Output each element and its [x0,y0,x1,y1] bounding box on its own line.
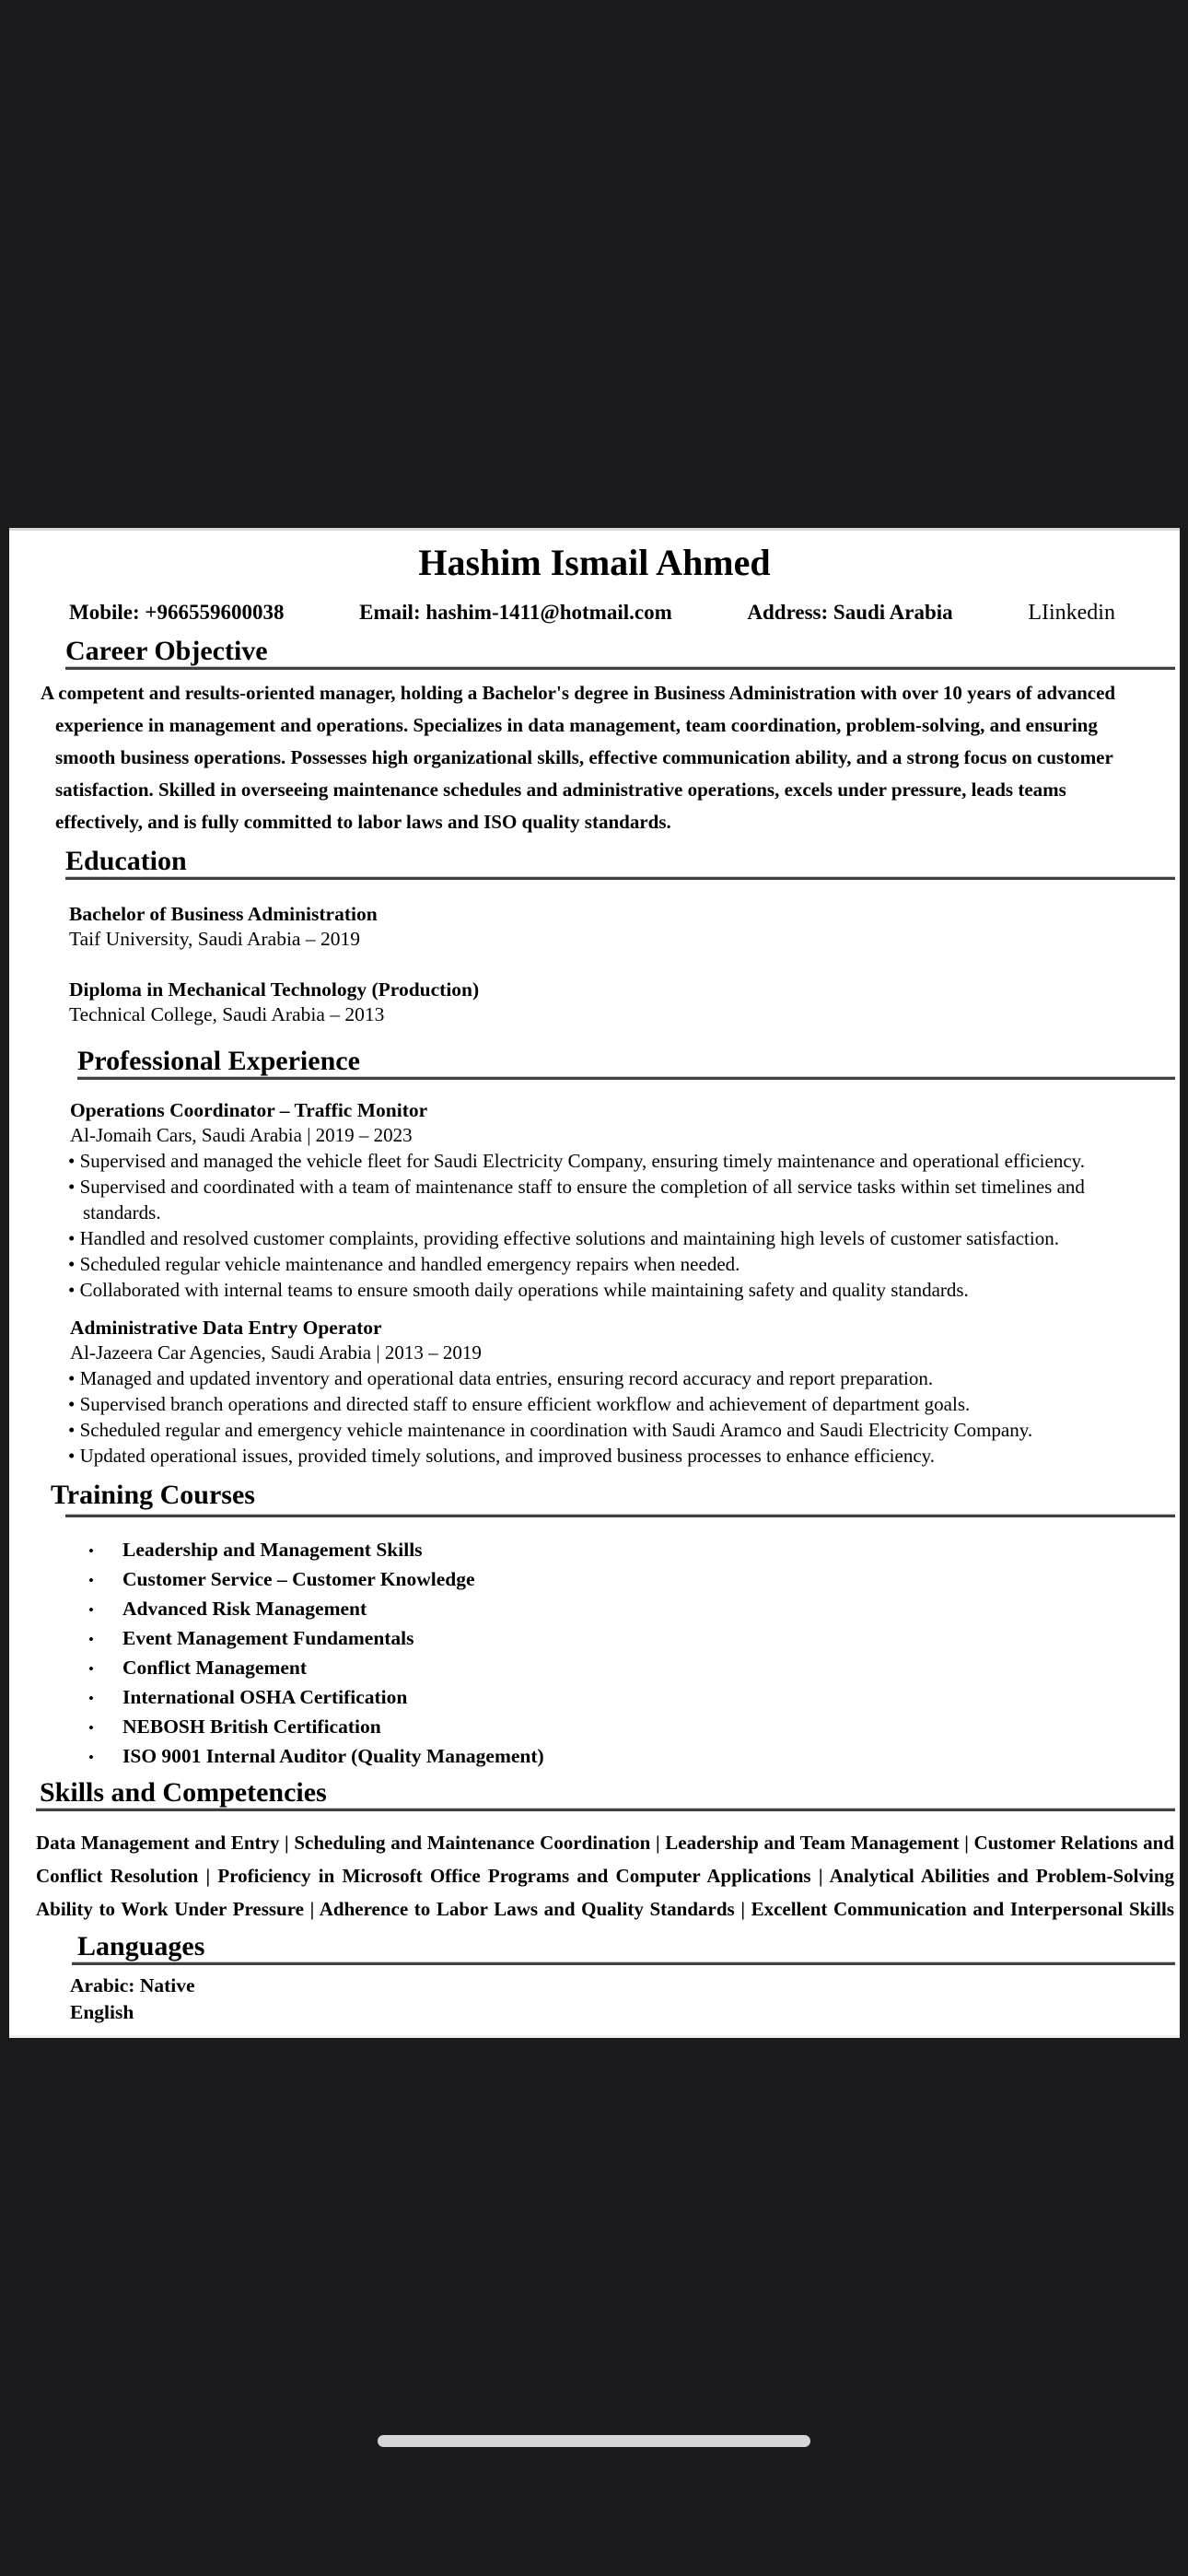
contact-mobile: Mobile: +966559600038 [69,601,285,624]
contact-email[interactable]: Email: hashim-1411@hotmail.com [359,601,672,624]
education-entry [69,902,1180,952]
skills-line: Conflict Resolution | Proficiency in Microsoft Office Programs and Computer Applications | Analytical Abilities and Problem-Solving [36,1865,1174,1887]
objective-line: effectively, and is fully committed to labor laws and ISO quality standards. [55,811,671,833]
objective-line: A competent and results-oriented manager, holding a Bachelor's degree in Business Administration with over 10 years of advanced [41,682,1116,704]
training-course: • Customer Service – Customer Knowledge [88,1565,1180,1595]
section-heading-languages: Languages [77,1931,205,1961]
job-bullet: • Supervised and managed the vehicle fleet for Saudi Electricity Company, ensuring timely maintenance and operational efficiency. [68,1150,1086,1172]
job-bullet: • Scheduled regular vehicle maintenance and handled emergency repairs when needed. [68,1253,740,1275]
job-title: Operations Coordinator – Traffic Monitor [70,1099,428,1121]
bullet-glyph: • [88,1749,94,1766]
skills-paragraph [36,1826,1174,1926]
bullet-glyph: • [68,1279,76,1301]
language-item: Arabic: Native [70,1974,195,1996]
section-heading-experience: Professional Experience [77,1046,360,1076]
bullet-glyph: • [88,1690,94,1707]
bullet-glyph: • [68,1227,76,1249]
section-divider [65,1515,1175,1517]
bullet-glyph: • [88,1631,94,1648]
resume-name: Hashim Ismail Ahmed [418,542,771,583]
bullet-glyph: • [68,1367,76,1389]
degree-title: Bachelor of Business Administration [69,903,378,925]
resume-page [9,528,1180,2038]
contact-address: Address: Saudi Arabia [747,601,953,624]
section-heading-career-objective: Career Objective [65,636,268,666]
skills-line: Data Management and Entry | Scheduling and Maintenance Coordination | Leadership and Team Management | Customer Relations and [36,1832,1174,1854]
job-bullet: • Updated operational issues, provided timely solutions, and improved business processes to enhance efficiency. [68,1445,936,1467]
job-bullet-list [68,1148,1161,1303]
section-divider [36,1809,1175,1811]
section-divider [65,877,1175,880]
language-list [70,1973,1180,2026]
job-company: Al-Jomaih Cars, Saudi Arabia | 2019 – 2023 [70,1124,413,1146]
section-heading-training: Training Courses [51,1480,255,1510]
objective-line: smooth business operations. Possesses high organizational skills, effective communication ability, and a strong focus on customer [55,746,1113,768]
bullet-glyph: • [68,1150,76,1172]
job-bullet: • Handled and resolved customer complaints, providing effective solutions and maintaining high levels of customer satisfaction. [68,1227,1059,1249]
bullet-glyph: • [68,1419,76,1441]
school-line: Taif University, Saudi Arabia – 2019 [69,928,360,950]
career-objective-paragraph [41,677,1161,838]
experience-job [68,1316,1161,1469]
job-company: Al-Jazeera Car Agencies, Saudi Arabia | 2013 – 2019 [70,1341,482,1364]
bullet-glyph: • [88,1572,94,1589]
contact-row [69,599,1115,626]
training-course: • ISO 9001 Internal Auditor (Quality Management) [88,1742,1180,1772]
training-course: • Leadership and Management Skills [88,1536,1180,1565]
job-bullet: • Supervised and coordinated with a team of maintenance staff to ensure the completion of all service tasks within set timelines and standards. [68,1176,1085,1224]
bullet-glyph: • [68,1176,76,1198]
training-course-list [9,1536,1180,1772]
section-heading-education: Education [65,846,187,876]
bullet-glyph: • [88,1719,94,1737]
section-heading-skills: Skills and Competencies [40,1777,327,1808]
job-bullet: • Supervised branch operations and directed staff to ensure efficient workflow and achievement of department goals. [68,1393,971,1415]
objective-line: experience in management and operations. Specializes in data management, team coordination, problem-solving, and ensuring [55,714,1098,736]
job-title: Administrative Data Entry Operator [70,1317,382,1339]
training-course: • International OSHA Certification [88,1683,1180,1713]
section-divider [65,667,1175,670]
section-divider [77,1077,1175,1080]
training-course: • NEBOSH British Certification [88,1713,1180,1742]
bullet-glyph: • [88,1601,94,1619]
training-course: • Conflict Management [88,1654,1180,1683]
language-item: English [70,2001,134,2023]
contact-linkedin[interactable]: LIinkedin [1028,601,1115,625]
school-line: Technical College, Saudi Arabia – 2013 [69,1003,385,1025]
bullet-glyph: • [68,1253,76,1275]
job-bullet: • Collaborated with internal teams to ensure smooth daily operations while maintaining safety and quality standards. [68,1279,969,1301]
bullet-glyph: • [88,1542,94,1560]
training-course: • Advanced Risk Management [88,1595,1180,1624]
bullet-glyph: • [68,1445,76,1467]
job-bullet: • Scheduled regular and emergency vehicle maintenance in coordination with Saudi Aramco and Saudi Electricity Company. [68,1419,1033,1441]
training-course: • Event Management Fundamentals [88,1624,1180,1654]
bullet-glyph: • [88,1660,94,1678]
home-indicator[interactable] [378,2435,810,2447]
skills-line: Ability to Work Under Pressure | Adherence to Labor Laws and Quality Standards | Excellent Communication and Interpersonal Skills [36,1898,1174,1920]
experience-job [68,1098,1161,1303]
job-bullet-list [68,1365,1161,1469]
bullet-glyph: • [68,1393,76,1415]
section-divider [72,1962,1175,1965]
objective-line: satisfaction. Skilled in overseeing maintenance schedules and administrative operations, excels under pressure, leads teams [55,779,1066,801]
job-bullet: • Managed and updated inventory and operational data entries, ensuring record accuracy and report preparation. [68,1367,934,1389]
degree-title: Diploma in Mechanical Technology (Production) [69,978,480,1001]
education-entry [69,978,1180,1027]
